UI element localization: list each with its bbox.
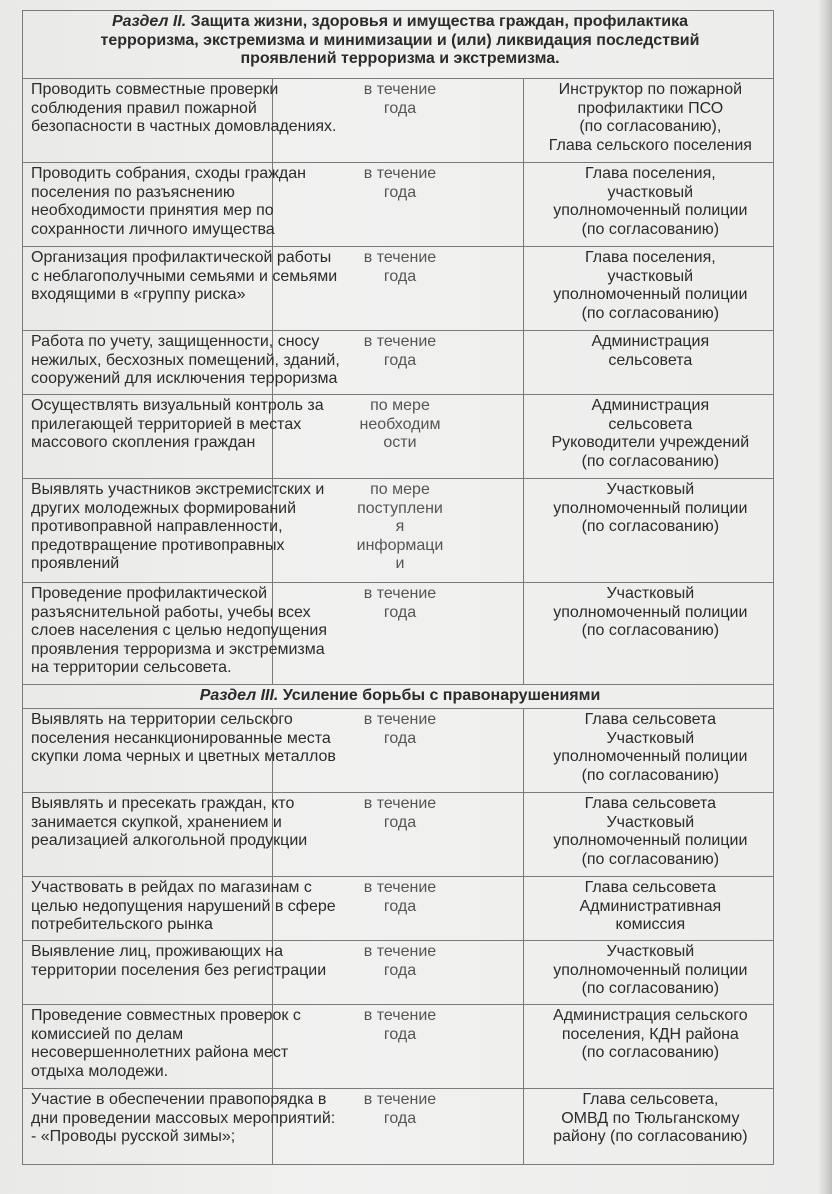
cell-line: проявления терроризма и экстремизма — [31, 640, 325, 658]
responsible-cell — [523, 479, 773, 583]
responsible-cell — [523, 247, 773, 331]
cell-line: года — [383, 603, 417, 621]
responsible-cell — [523, 395, 773, 479]
activity-cell — [23, 331, 340, 395]
activity-cell — [23, 479, 325, 583]
cell-line: (по согласованию) — [581, 518, 720, 536]
cell-line: уполномоченный полиции — [553, 603, 748, 621]
section-title-text: Защита жизни, здоровья и имущества граждан, профилактика — [190, 13, 689, 30]
cell-line: району (по согласованию) — [553, 1128, 748, 1146]
cell-line: реализацией алкогольной продукции — [31, 832, 308, 850]
cell-line: Проведение профилактической — [31, 585, 268, 602]
cell-line: (по согласованию) — [581, 452, 720, 470]
cell-line: уполномоченный полиции — [553, 961, 748, 979]
cell-line: Глава сельсовета — [584, 795, 717, 812]
cell-line: Глава сельсовета — [584, 711, 717, 728]
cell-line: по мере — [370, 397, 430, 414]
cell-line: в течение — [363, 165, 437, 182]
activity-cell — [23, 1089, 336, 1165]
cell-line: прилегающей территорией в местах — [31, 415, 302, 433]
cell-line: Осуществлять визуальный контроль за — [31, 397, 324, 414]
cell-line: года — [383, 351, 417, 369]
activity-cell — [23, 709, 336, 793]
cell-line: входящими в «группу риска» — [31, 286, 246, 304]
cell-line: других молодежных формирований — [31, 499, 297, 517]
cell-line: в течение — [363, 333, 437, 350]
cell-line: потребительского рынка — [31, 916, 213, 934]
section-label: Раздел II. — [111, 13, 187, 30]
activity-cell — [23, 395, 324, 479]
section-3-heading — [23, 685, 774, 709]
cell-line: сооружений для исключения терроризма — [31, 370, 338, 388]
cell-line: года — [383, 99, 417, 117]
responsible-cell — [523, 1005, 773, 1089]
cell-line: Выявление лиц, проживающих на — [31, 943, 284, 960]
responsible-cell — [523, 79, 773, 163]
cell-line: по мере — [370, 481, 430, 498]
cell-line: Администрация — [591, 397, 710, 414]
cell-line: (по согласованию) — [581, 766, 720, 784]
cell-line: профилактики ПСО — [577, 99, 724, 117]
cell-line: ости — [383, 434, 417, 452]
cell-line: занимается скупкой, хранением и — [31, 813, 282, 831]
cell-line: уполномоченный полиции — [553, 748, 748, 766]
cell-line: года — [383, 1109, 417, 1127]
page-edge-shadow — [818, 0, 832, 1194]
cell-line: года — [383, 267, 417, 285]
section-heading-row — [23, 11, 774, 79]
activity-cell — [23, 793, 308, 877]
cell-line: целью недопущения нарушений в сфере — [31, 897, 336, 915]
activity-cell — [23, 163, 306, 247]
cell-line: Администрация сельского — [553, 1007, 748, 1024]
cell-line: Участковый — [606, 481, 695, 498]
activity-cell — [23, 247, 338, 331]
cell-line: поселения, КДН района — [561, 1025, 739, 1043]
section-title-text: Усиление борьбы с правонарушениями — [282, 687, 601, 704]
cell-line: года — [383, 813, 417, 831]
table-row — [23, 1005, 774, 1089]
table-row — [23, 395, 774, 479]
cell-line: Участковый — [606, 813, 695, 831]
section-label: Раздел III. — [199, 687, 279, 704]
table-row — [23, 877, 774, 941]
term-cell — [273, 163, 523, 247]
cell-line: года — [383, 1025, 417, 1043]
cell-line: проявлений — [31, 555, 120, 573]
cell-line: разъяснительной работы, учебы всех — [31, 603, 311, 621]
cell-line: Глава сельсовета, — [582, 1091, 719, 1108]
responsible-cell — [523, 877, 773, 941]
cell-line: сельсовета — [608, 415, 693, 433]
cell-line: информаци — [356, 536, 444, 554]
cell-line: года — [383, 897, 417, 915]
section-title-line: проявлений терроризма и экстремизма. — [240, 50, 560, 68]
cell-line: в течение — [363, 795, 437, 812]
term-cell — [273, 793, 523, 877]
cell-line: на территории сельсовета. — [31, 659, 232, 677]
cell-line: уполномоченный полиции — [553, 286, 748, 304]
cell-line: Участковый — [606, 729, 695, 747]
table-row — [23, 583, 774, 685]
table-row — [23, 163, 774, 247]
cell-line: Глава сельсовета — [584, 879, 717, 896]
table-row — [23, 479, 774, 583]
cell-line: Участковый — [606, 943, 695, 960]
cell-line: Проведение совместных проверок с — [31, 1007, 301, 1024]
cell-line: Глава сельского поселения — [548, 136, 752, 154]
responsible-cell — [523, 1089, 773, 1165]
cell-line: сохранности личного имущества — [31, 220, 275, 238]
table-row — [23, 793, 774, 877]
cell-line: Администрация — [591, 333, 710, 350]
table-row — [23, 79, 774, 163]
cell-line: - «Проводы русской зимы»; — [31, 1128, 236, 1146]
cell-line: слоев населения с целью недопущения — [31, 622, 327, 640]
cell-line: с неблагополучными семьями и семьями — [31, 267, 338, 285]
cell-line: Глава поселения, — [584, 249, 716, 266]
table-row — [23, 709, 774, 793]
cell-line: в течение — [363, 1091, 437, 1108]
cell-line: противоправной направленности, — [31, 518, 283, 536]
cell-line: (по согласованию) — [581, 304, 720, 322]
section-title-line: терроризма, экстремизма и минимизации и (или) ликвидация последствий — [100, 31, 700, 49]
section-2-heading — [23, 11, 774, 79]
section-heading-row — [23, 685, 774, 709]
cell-line: Глава поселения, — [584, 165, 716, 182]
cell-line: в течение — [363, 943, 437, 960]
cell-line: поселения по разъяснению — [31, 183, 235, 201]
cell-line: уполномоченный полиции — [553, 202, 748, 220]
cell-line: Организация профилактической работы — [31, 249, 332, 266]
responsible-cell — [523, 163, 773, 247]
cell-line: в течение — [363, 879, 437, 896]
cell-line: сельсовета — [608, 351, 693, 369]
cell-line: Выявлять на территории сельского — [31, 711, 293, 728]
cell-line: (по согласованию) — [581, 1044, 720, 1062]
activity-cell — [23, 1005, 301, 1089]
activity-cell — [23, 583, 327, 685]
cell-line: несовершеннолетних района мест — [31, 1044, 289, 1062]
cell-line: года — [383, 961, 417, 979]
cell-line: года — [383, 729, 417, 747]
cell-line: Административная — [579, 897, 722, 915]
cell-line: соблюдения правил пожарной — [31, 99, 257, 117]
responsible-cell — [523, 709, 773, 793]
activity-cell — [23, 941, 327, 1005]
cell-line: нежилых, бесхозных помещений, зданий, — [31, 351, 340, 369]
cell-line: в течение — [363, 585, 437, 602]
cell-line: предотвращение противоправных — [31, 536, 285, 554]
cell-line: скупки лома черных и цветных металлов — [31, 748, 336, 766]
cell-line: массового скопления граждан — [31, 434, 256, 452]
responsible-cell — [523, 793, 773, 877]
cell-line: в течение — [363, 81, 437, 98]
cell-line: (по согласованию) — [581, 850, 720, 868]
cell-line: Выявлять и пресекать граждан, кто — [31, 795, 295, 812]
cell-line: Проводить собрания, сходы граждан — [31, 165, 306, 182]
cell-line: и — [395, 555, 405, 573]
table-row — [23, 331, 774, 395]
section-title-line — [31, 13, 769, 32]
cell-line: дни проведении массовых мероприятий: — [31, 1109, 336, 1127]
cell-line: года — [383, 183, 417, 201]
cell-line: поступлени — [357, 499, 443, 517]
cell-line: необходим — [359, 415, 441, 433]
cell-line: Выявлять участников экстремистских и — [31, 481, 325, 498]
cell-line: отдыха молодежи. — [31, 1062, 169, 1080]
cell-line: Участковый — [606, 585, 695, 602]
table-row — [23, 247, 774, 331]
cell-line: Участвовать в рейдах по магазинам с — [31, 879, 312, 896]
cell-line: ОМВД по Тюльганскому — [561, 1109, 740, 1127]
cell-line: комиссия — [615, 916, 686, 934]
table-row — [23, 1089, 774, 1165]
cell-line: участковый — [607, 267, 694, 285]
cell-line: поселения несанкционированные места — [31, 729, 331, 747]
cell-line: (по согласованию) — [581, 622, 720, 640]
cell-line: уполномоченный полиции — [553, 499, 748, 517]
cell-line: участковый — [607, 183, 694, 201]
responsible-cell — [523, 583, 773, 685]
cell-line: в течение — [363, 1007, 437, 1024]
term-cell — [273, 1005, 523, 1089]
cell-line: (по согласованию) — [581, 220, 720, 238]
cell-line: безопасности в частных домовладениях. — [31, 118, 337, 136]
cell-line: Инструктор по пожарной — [558, 81, 743, 98]
cell-line: уполномоченный полиции — [553, 832, 748, 850]
table-row — [23, 941, 774, 1005]
cell-line: Руководители учреждений — [551, 434, 750, 452]
activity-cell — [23, 877, 336, 941]
cell-line: Проводить совместные проверки — [31, 81, 279, 98]
cell-line: необходимости принятия мер по — [31, 202, 274, 220]
cell-line: я — [395, 518, 405, 536]
activity-cell — [23, 79, 337, 163]
cell-line: в течение — [363, 711, 437, 728]
cell-line: (по согласованию) — [581, 980, 720, 998]
responsible-cell — [523, 331, 773, 395]
cell-line: комиссией по делам — [31, 1025, 184, 1043]
cell-line: Работа по учету, защищенности, сносу — [31, 333, 320, 350]
cell-line: (по согласованию), — [579, 118, 722, 136]
responsible-cell — [523, 941, 773, 1005]
cell-line: территории поселения без регистрации — [31, 961, 327, 979]
cell-line: Участие в обеспечении правопорядка в — [31, 1091, 327, 1108]
cell-line: в течение — [363, 249, 437, 266]
action-plan-table — [22, 10, 774, 1165]
